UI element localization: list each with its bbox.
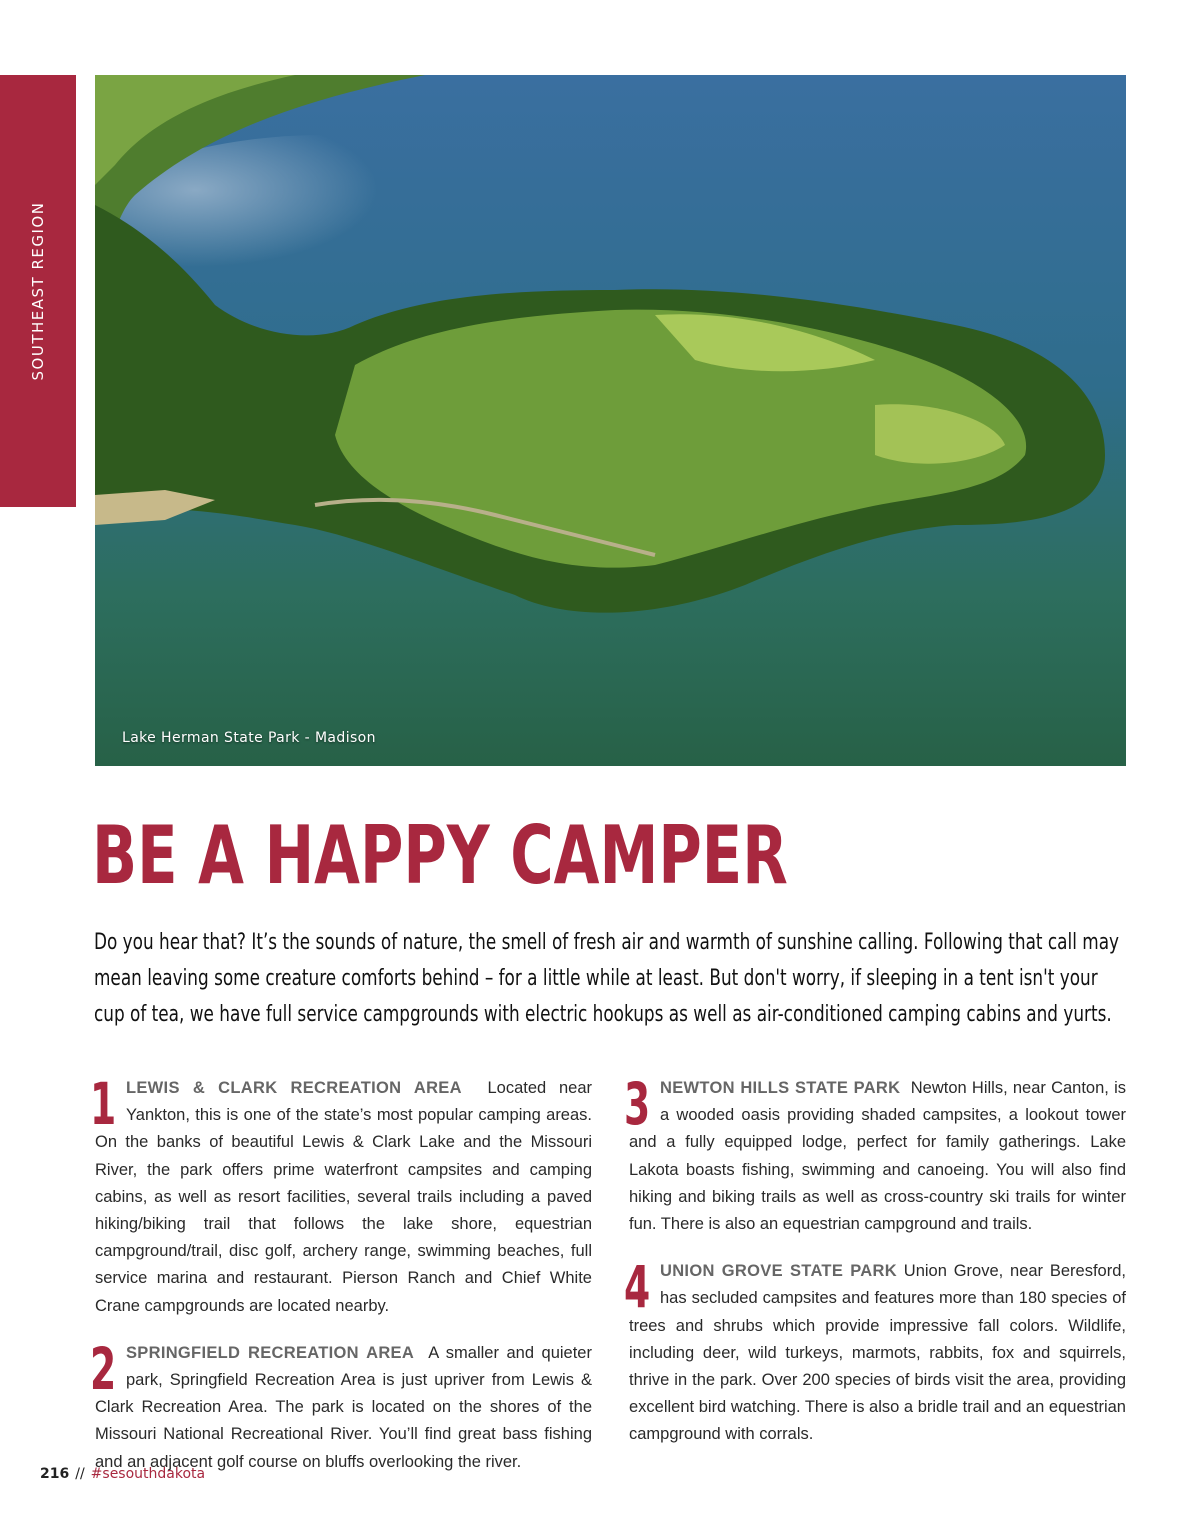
intro-paragraph: Do you hear that? It’s the sounds of nature, the smell of fresh air and warmth of sunshine calling. Following that call may mean leaving some creature comforts behind – for a little while at least. But don't worry, if sleeping in a tent isn't your cup of tea, we have full service campgrounds with electric hookups as well as air-conditioned camping cabins and yurts.	[94, 930, 1120, 1027]
entry-number: 3	[624, 1070, 651, 1138]
page-footer	[40, 1466, 205, 1482]
left-column	[90, 1070, 593, 1496]
entry-union-grove	[624, 1253, 1126, 1448]
entry-number: 1	[90, 1070, 117, 1138]
lake-herman-photo	[95, 75, 1126, 766]
entry-text: Newton Hills, near Canton, is a wooded oasis providing shaded campsites, a lookout tower and a fully equipped lodge, perfect for family gatherings. Lake Lakota boasts fishing, swimming and canoeing. You will also find hiking and biking trails as well as cross-country ski trails for winter fun. There is also an equestrian campground and trails.	[629, 1079, 1126, 1234]
entry-heading: LEWIS & CLARK RECREATION AREA	[126, 1079, 462, 1097]
aerial-lake-illustration	[95, 75, 1126, 766]
entry-newton-hills	[624, 1070, 1126, 1238]
entry-number: 4	[624, 1253, 651, 1322]
entry-text: Union Grove, near Beresford, has secluded campsites and features more than 180 species of trees and shrubs which provide impressive fall colors. Wildlife, including deer, wild turkeys, marmots, rabbits, fox and squirrels, thrive in the park. Over 200 species of birds visit the area, providing excellent bird watching. There is also a bridle trail and an equestrian campground with corrals.	[629, 1262, 1126, 1444]
entry-lewis-clark	[90, 1070, 593, 1320]
entry-heading: SPRINGFIELD RECREATION AREA	[126, 1343, 415, 1362]
entry-text: Located near Yankton, this is one of the state’s most popular camping areas. On the banks of beautiful Lewis & Clark Lake and the Missouri River, the park offers prime waterfront campsites and camping cabins, as well as resort facilities, several trails including a paved hiking/biking trail that follows the lake shore, equestrian campground/trail, disc golf, archery range, swimming beaches, full service marina and restaurant. Pierson Ranch and Chief White Crane campgrounds are located nearby.	[95, 1079, 593, 1315]
right-column	[624, 1070, 1126, 1469]
region-side-tab	[0, 75, 76, 507]
entry-heading: UNION GROVE STATE PARK	[660, 1262, 897, 1281]
entry-number: 2	[90, 1334, 117, 1403]
page-number: 216	[40, 1466, 70, 1482]
entry-springfield	[90, 1334, 592, 1476]
hashtag-link[interactable]: #sesouthdakota	[90, 1466, 206, 1482]
page-title: BE A HAPPY CAMPER	[92, 809, 788, 902]
footer-separator: //	[75, 1466, 85, 1482]
entry-text: A smaller and quieter park, Springfield Recreation Area is just upriver from Lewis & Clark Recreation Area. The park is located on the shores of the Missouri National Recreational River. You’ll find great bass fishing and an adjacent golf course on bluffs overlooking the river.	[95, 1343, 592, 1471]
region-label: SOUTHEAST REGION	[29, 201, 47, 381]
entry-heading: NEWTON HILLS STATE PARK	[660, 1079, 901, 1097]
photo-caption: Lake Herman State Park - Madison	[122, 730, 376, 746]
